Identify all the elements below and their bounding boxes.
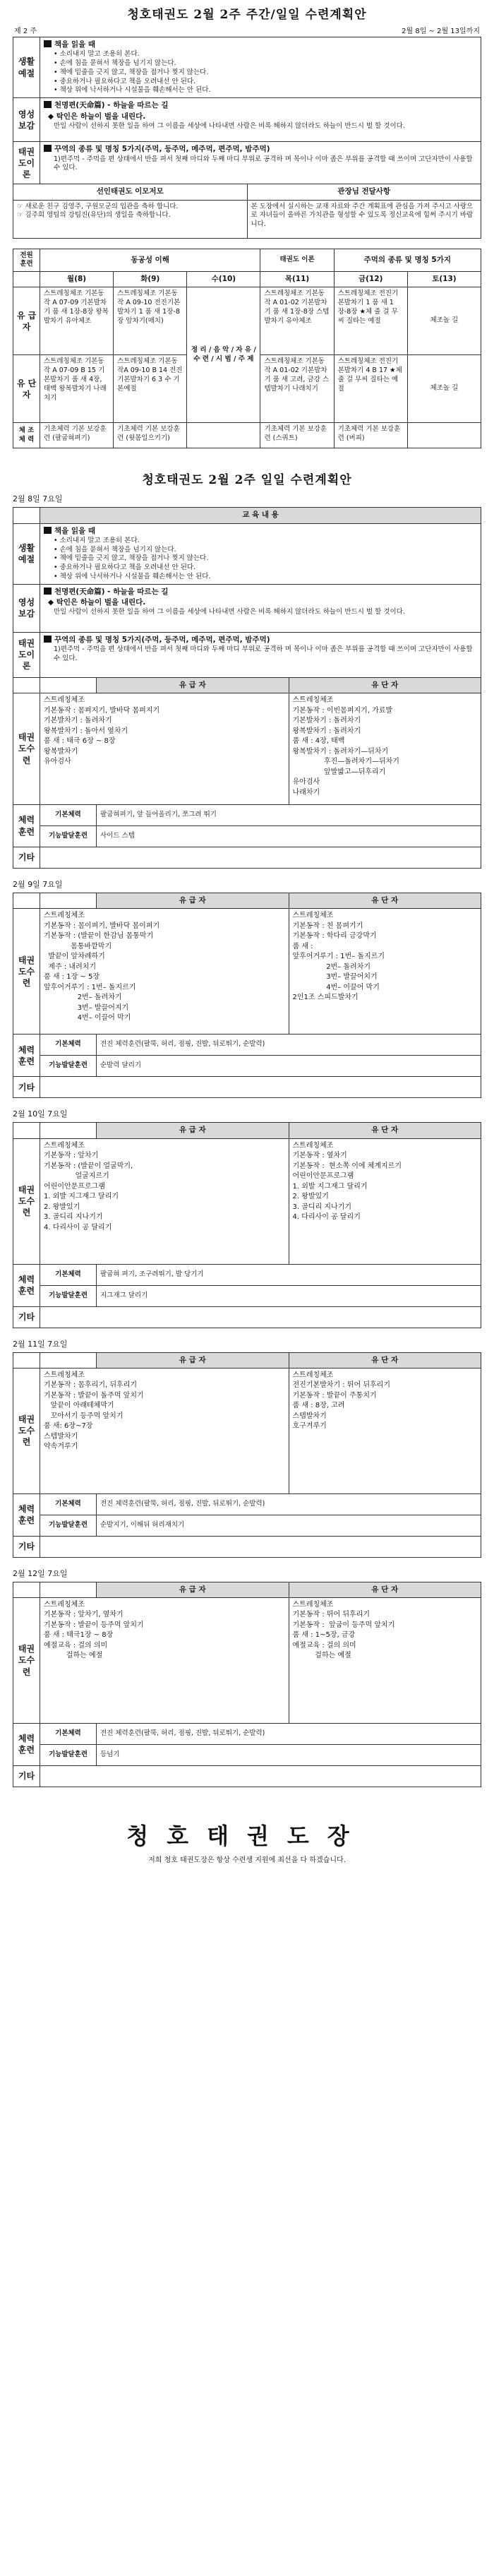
cell: 스트레칭체조 기본동작 A 01-02 기본발차기 품 새 1장-8장 스텝발차기 유아체조 [260,287,334,355]
day1-training-table [13,677,481,869]
label-fitness: 체력훈련 [13,805,40,847]
cell: 스트레칭체조 기본동작 A 07-09 기본발차기 품 새 1장-8장 왕복발차기 유아체조 [40,287,114,355]
day-fri: 금(12) [334,272,407,287]
label-tkd-training: 태권도수련 [13,1138,40,1264]
kup-plan: 스트레칭체조 기본동작 : 앞차기 기본동작 : (발끝이 얼굴막기, 얼굴지르기 어린이안문프로그램 1. 외발 지그재그 달리기 2. 왕발있기 3. 골디리 지나기기 4. 다리사이 공 달리기 [44,1141,133,1232]
cell: 스트레칭체조 전진기본발차기 4 B 17 ★체 줄 걸 무씨 질타는 예절 [334,355,407,423]
day2-date: 2월 9일 7요일 [13,880,63,890]
label-tkd-training: 태권도수련 [13,1597,40,1723]
checkbox-icon [44,588,52,595]
etiquette-list: • 소리내지 말고 조용히 본다. • 손에 침을 묻혀서 책장을 넘기지 않는다. • 책에 밑줄을 긋지 않고, 책장을 접거나 찢지 않는다. • 중요하거나 필요하다고 책을 오려내선 안 된다. • 책상 위에 낙서하거나 시설물을 훼손해서는 안 된다. [44,50,477,95]
spirit-desc: 만일 사람이 선하지 못한 일을 하여 그 이름을 세상에 나타내면 사람은 비록 해하지 않더라도 하늘이 반드시 벌 할 것이다. [54,121,405,130]
cell: 기초체력 기본 보강훈련 (버피) [334,423,407,448]
kup-plan: 스트레칭체조 기본동작 : 몸펴지기, 발바닥 몸펴지기 기본발차기 : 돌려차기 왕복발차기 : 돌아서 옆차기 품 새 : 태극 6장 ~ 8장 왕복발차기 유아검사 [44,696,160,766]
good-head: 선인태권도 이모저모 [13,184,248,200]
day-mon: 월(8) [40,272,114,287]
cell [407,423,481,448]
day4-training-table [13,1352,481,1558]
day-wed: 수(10) [187,272,260,287]
skill-training-text: 등넘기 [97,1744,481,1765]
grid-head-right: 주먹의 종류 및 명칭 5가지 [334,249,481,272]
day2-training-table [13,893,481,1098]
basic-fitness-label: 기본체력 [40,1723,97,1744]
kup-plan: 스트레칭체조 기본동작 : 몸이펴기, 발바닥 몸이펴기 기본동작 : (발끝이 한감님 몸통막기 몸통바깥막기 발끝이 앞차례하기 제주 : 내려치기 품 새 : 1장 ~ 5장 앞후어거루기 : 1번– 돌지르기 2번– 돌려차기 3번– 발끌어지기 4번– 이끌어 막기 [44,912,160,1022]
cell: 기초체력 기본 보강훈련 (팔굽혀펴기) [40,423,114,448]
dan-plan: 스트레칭체조 기본동작 : 이빈몸펴지기, 가료발 기본발차기 : 돌려차기 왕복발차기 : 돌려차기 품 새 : 4장, 태백 왕복발차기 : 돌려차기—뒤차기 후진—돌려차기—뒤차기 앞발밟고—뒤후리기 유아검사 나래차기 [292,696,399,797]
cell: 기초체력 기본 보강훈련 (스쿼트) [260,423,334,448]
basic-fitness-text: 팔굽혀 펴기, 조구려뛰기, 발 당기기 [97,1264,481,1285]
mid-column: 정 리 / 음 악 / 자 유 / 수 련 / 시 범 / 주 제 [187,287,260,423]
label-theory: 태권도이론 [13,632,40,677]
day3-date: 2월 10일 7요일 [13,1109,68,1119]
basic-fitness-text: 전진 체력훈련(팔뚝, 허리, 점핑, 진발, 뒤로뛰기, 순발력) [97,1723,481,1744]
basic-fitness-label: 기본체력 [40,805,97,826]
skill-training-text: 순발지기, 이해뒤 허리재치기 [97,1515,481,1536]
skill-training-label: 기능발달훈련 [40,1744,97,1765]
cell: 스트레칭체조 기본동작A 09-10 B 14 전진기본발차기 6 3 수 기본예절 [114,355,187,423]
label-etc: 기타 [13,1306,40,1328]
cell: 기초체력 기본 보강훈련 (윗몸일으키기) [114,423,187,448]
dan-plan: 스트레칭체조 기본동작 : 옆차기 기본동작 : 현소쪽 이에 체계지르기 어린이안문프로그램 1. 외발 지그재그 달리기 2. 왕발있기 3. 골디리 지나기기 4. 다리사이 공 달리기 [292,1141,402,1221]
label-fitness: 체력훈련 [13,1264,40,1306]
label-fitness: 체력훈련 [13,1493,40,1536]
basic-fitness-text: 팔굽혀펴기, 앞 들어올리기, 쪼그려 뛰기 [97,805,481,826]
dan-head: 유 단 자 [289,893,481,909]
spirit-desc: 만일 사람이 선하지 못한 일을 하여 그 이름을 세상에 나타내면 사람은 비록 해하지 않더라도 하늘이 반드시 벌 할 것이다. [54,608,405,616]
kup-head: 유 급 자 [97,677,289,693]
label-tkd-training: 태권도수련 [13,1368,40,1493]
basic-fitness-label: 기본체력 [40,1264,97,1285]
cell: 체조놀 길 [407,355,481,423]
weekly-training-grid [13,249,481,449]
day-tue: 화(9) [114,272,187,287]
basic-fitness-text: 전진 체력훈련(팔뚝, 허리, 점핑, 진발, 뒤로뛰기, 순발력) [97,1493,481,1515]
dan-head: 유 단 자 [289,1352,481,1368]
skill-training-label: 기능발달훈련 [40,1515,97,1536]
label-etc: 기타 [13,1077,40,1098]
doc-title-daily: 청호태권도 2월 2주 일일 수련계획안 [142,473,352,488]
label-spirit: 영성보감 [13,584,40,632]
label-fitness: 체력훈련 [13,1034,40,1077]
label-spirit: 영성보감 [13,98,40,142]
edu-head: 교 육 내 용 [40,508,481,523]
kup-head: 유 급 자 [97,1123,289,1138]
row-fitness: 체 조 체 력 [13,423,40,448]
kup-plan: 스트레칭체조 기본동작 : 앞차기, 옆차기 기본동작 : 발끝이 등주먹 앞치기 품 새 : 태극1장 ~ 8장 예절교육 : 걸의 의미 걸하는 예절 [44,1600,144,1660]
row-kup: 유 급 자 [13,287,40,355]
spirit-sub: ◆ 탁인은 하늘이 벌을 내린다. [48,597,477,608]
spirit-sub: ◆ 탁인은 하늘이 벌을 내린다. [48,112,477,122]
cell: 스트레칭체조 기본동작 A 01-02 기본발차기 품 새 고려, 금강 스텝발차기 나래치기 [260,355,334,423]
day3-training-table [13,1122,481,1328]
kup-plan: 스트레칭체조 기본동작 : 몸후리기, 뒤후리기 기본동작 : 발끝이 돌주먹 앞치기 앞끝이 아래테체막기 꼬아서기 등주먹 앞치기 품 새: 6장~7장 스텝발차기 약속겨루기 [44,1371,144,1451]
skill-training-label: 기능발달훈련 [40,1285,97,1306]
footer-note: 저희 청호 태권도장은 항상 수련생 지원에 최선을 다 하겠습니다. [148,1856,346,1864]
theory-desc: 1)편주먹 - 주먹을 편 상태에서 반을 펴서 첫째 마디와 두째 마디 부위로 공격하 며 목이나 이마 좁은 부위를 공격할 때 쓰이며 고단자만이 사용할 수 있다. [54,645,473,662]
cell: 스트레칭체조 기본동작 A 07-09 B 15 기본발차기 품 새 4장, 태백 왕복발차기 나래치기 [40,355,114,423]
dan-head: 유 단 자 [289,1582,481,1597]
dan-head: 유 단 자 [289,677,481,693]
notice-head: 관장님 전달사항 [247,184,481,200]
grid-head-left: 동공성 이해 [40,249,260,272]
kup-head: 유 급 자 [97,893,289,909]
day5-date: 2월 12일 7요일 [13,1568,68,1578]
kup-head: 유 급 자 [97,1352,289,1368]
footer-title: 청호태권도장 [126,1822,368,1849]
cell: 스트레칭체조 전진기본발차기 1 품 새 1장-8장 ★체 줄 걸 무씨 질타는 예절 [334,287,407,355]
day4-date: 2월 11일 7요일 [13,1339,68,1349]
day-sat: 토(13) [407,272,481,287]
day1-date: 2월 8일 7요일 [13,494,63,504]
dan-plan: 스트레칭체조 전진기본발차기 : 뛰어 뒤후리기 기본동작 : 발끝이 주통치기 품 새 : 8장, 고려 스텝발차기 호구겨루기 [292,1371,390,1431]
label-etiquette: 생활예절 [13,37,40,98]
doc-title-weekly: 청호태권도 2월 2주 주간/일일 수련계획안 [127,8,367,22]
theory-desc: 1)편주먹 - 주먹을 편 상태에서 반을 펴서 첫째 마디와 두째 마디 부위로 공격하 며 목이나 이마 좁은 부위를 공격할 때 쓰이며 고단자만이 사용할 수 있다. [54,155,473,172]
week-label: 제 2 주 [14,28,37,35]
checkbox-icon [44,40,52,47]
grid-corner: 전원 훈련 [13,249,40,272]
checkbox-icon [44,527,52,534]
weekly-edu-table: 생활예절 책을 읽을 때 • 소리내지 말고 조용히 본다. • 손에 침을 묻혀서 책장을 넘기지 않는다. • 책에 밑줄을 긋지 않고, 책장을 접거나 찢지 않는다. • 중요하거나 필요하다고 책을 오려내선 안 된다. • 책상 위에 낙서하거나 시설물을 훼손해서는 안 된다. 영성보감 천명편(天命篇) - 하늘을 따르는 길 ◆ 탁인은 하늘이 벌을 내린다. 만일 사람이 선하지 못한 일을 하여 그 이름을 세상에 나타내면 사람은 비록 해하지 않더라도 하늘이 반드시 벌 할 것이다. 태권도이론 꾸역의 종류 및 명칭 5가지(주먹, 등주먹, 메주먹, 편주먹, 밤주먹) 1)편주먹 - 주먹을 편 상태에서 반을 펴서 첫째 마디와 두째 마디 부위로 공격하 며 목이나 이마 좁은 부위를 공격할 때 쓰이며 고단자만이 사용할 수 있다. [13,37,481,184]
skill-training-label: 기능발달훈련 [40,1056,97,1077]
label-fitness: 체력훈련 [13,1723,40,1765]
cell: 체조놀 길 [407,287,481,355]
day5-training-table [13,1582,481,1787]
skill-training-text: 지그재그 달리기 [97,1285,481,1306]
checkbox-icon [44,101,52,108]
dan-head: 유 단 자 [289,1123,481,1138]
grid-head-mid: 태권도 이론 [260,249,334,272]
skill-training-text: 순발력 달리기 [97,1056,481,1077]
day1-edu-table: 교 육 내 용 생활예절 책을 읽을 때 • 소리내지 말고 조용히 본다. • 손에 침을 묻혀서 책장을 넘기지 않는다. • 책에 밑줄을 긋지 않고, 책장을 접거나 찢지 않는다. • 중요하거나 필요하다고 책을 오려내선 안 된다. • 책상 위에 낙서하거나 시설물을 훼손해서는 안 된다. 영성보감 천명편(天命篇) - 하늘을 따르는 길 ◆ 탁인은 하늘이 벌을 내린다. 만일 사람이 선하지 못한 일을 하여 그 이름을 세상에 나타내면 사람은 비록 해하지 않더라도 하늘이 반드시 벌 할 것이다. 태권도이론 꾸역의 종류 및 명칭 5가지(주먹, 등주먹, 메주먹, 편주먹, 밤주먹) 1)편주먹 - 주먹을 편 상태에서 반을 펴서 첫째 마디와 두째 마디 부위로 공격하 며 목이나 이마 좁은 부위를 공격할 때 쓰이며 고단자만이 사용할 수 있다. [13,507,481,678]
basic-fitness-label: 기본체력 [40,1493,97,1515]
skill-training-text: 사이드 스텝 [97,826,481,847]
skill-training-label: 기능발달훈련 [40,826,97,847]
row-dan: 유 단 자 [13,355,40,423]
dan-plan: 스트레칭체조 기본동작 : 뛰어 뒤후리기 기본동작 : 앞굽이 등주먹 앞치기 품 새 : 1~5장, 금강 예절교육 : 걸의 의미 걸하는 예절 [292,1600,395,1660]
label-theory: 태권도이론 [13,142,40,184]
kup-head: 유 급 자 [97,1582,289,1597]
cell [187,423,260,448]
news-notice-table: 선인태권도 이모저모 관장님 전달사항 ☞ 새로운 친구 김영주, 구원모군의 입관을 축하 합니다. ☞ 김주희 영팀의 강팀진(유단)의 생일을 축하합니다. 본 도장에서 실시하는 교재 자료와 주간 계획표에 관심을 가져 주시고 사랑으로 자녀들이 올바른 가치관을 형성할 수 있도록 정신교육에 힘써 주시기 바랍니다. [13,184,481,238]
label-etc: 기타 [13,1765,40,1787]
basic-fitness-label: 기본체력 [40,1034,97,1056]
label-etc: 기타 [13,1536,40,1557]
basic-fitness-text: 전진 체력훈련(팔뚝, 허리, 점핑, 진발, 뒤로뛰기, 순발력) [97,1034,481,1056]
checkbox-icon [44,636,52,643]
label-tkd-training: 태권도수련 [13,693,40,805]
checkbox-icon [44,145,52,152]
date-range: 2월 8일 ~ 2월 13일까지 [402,28,480,35]
notice-text: 본 도장에서 실시하는 교재 자료와 주간 계획표에 관심을 가져 주시고 사랑으로 자녀들이 올바른 가치관을 형성할 수 있도록 정신교육에 힘써 주시기 바랍니다. [247,200,481,238]
label-etiquette: 생활예절 [13,523,40,584]
label-etc: 기타 [13,847,40,869]
label-tkd-training: 태권도수련 [13,909,40,1034]
day-thu: 목(11) [260,272,334,287]
dan-plan: 스트레칭체조 기본동작 : 친 몸펴기기 기본동작 : 학다리 금강막기 품 새 : 앞후어거루기 : 1번– 돌지르기 2번– 돌려차기 3번– 발끌어치기 4번– 이끌어 막기 2인1조 스피드발차기 [292,912,385,1002]
cell: 스트레칭체조 기본동작 A 09-10 전진기본발차기 1 품 새 1장-8장 앞차기(매치) [114,287,187,355]
